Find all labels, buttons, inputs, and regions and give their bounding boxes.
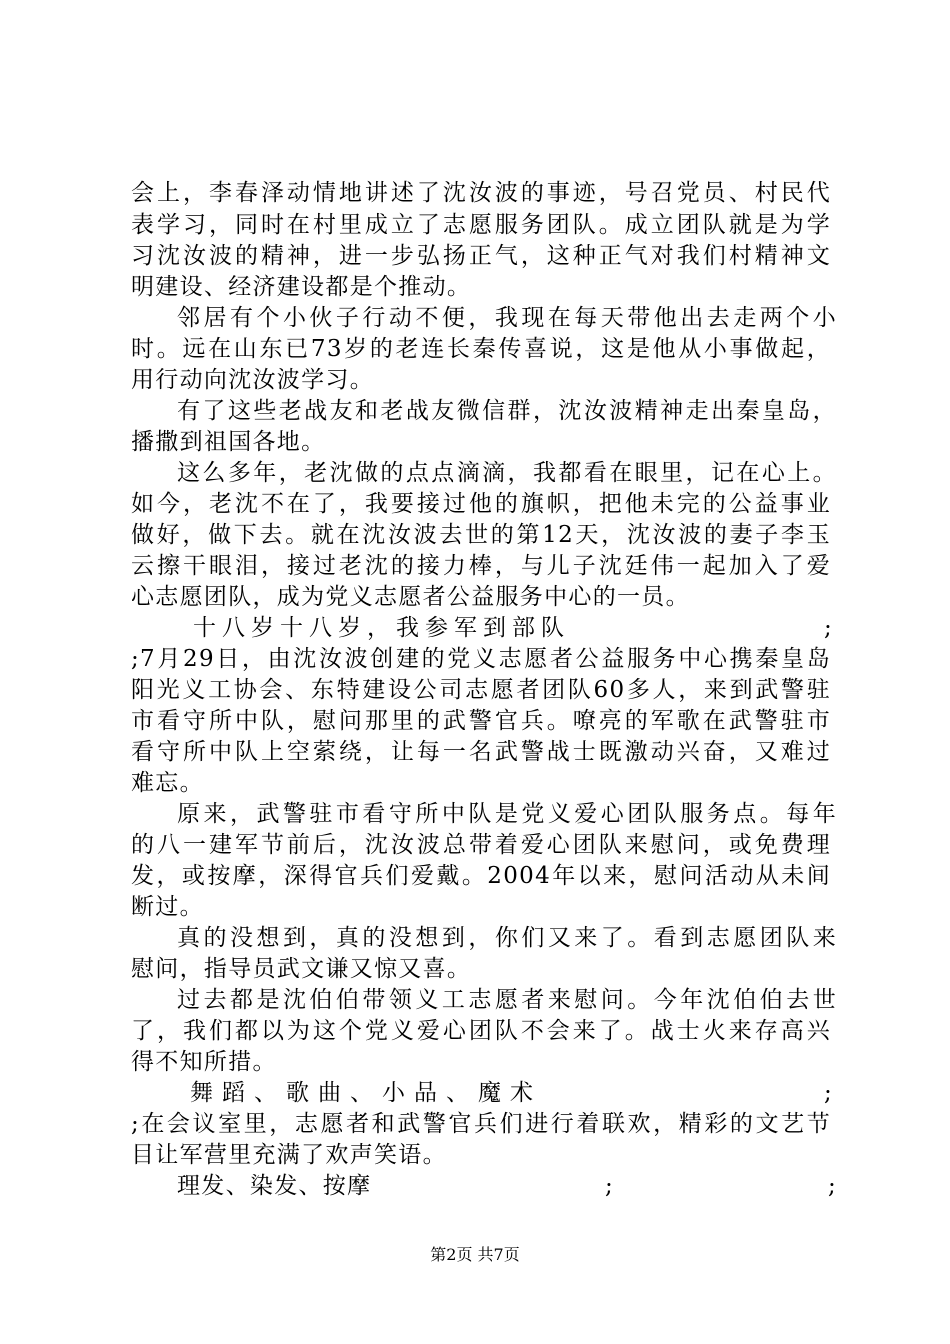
text-line: 这么多年，老沈做的点点滴滴，我都看在眼里，记在心上。 [177, 460, 837, 486]
semicolon: ; [823, 1080, 833, 1106]
page-number: 第2页 共7页 [430, 1245, 520, 1264]
text-line: 用行动向沈汝波学习。 [131, 367, 374, 393]
text-line: 会上，李春泽动情地讲述了沈汝波的事迹，号召党员、村民代 [131, 180, 831, 206]
text-line: 原来，武警驻市看守所中队是党义爱心团队服务点。每年 [177, 801, 837, 827]
lyric-line [193, 613, 833, 643]
text-line: 时。远在山东已73岁的老连长秦传喜说，这是他从小事做起， [131, 336, 831, 362]
lyric-text: 十八岁十八岁，我参军到部队 [193, 615, 570, 641]
text-line: ;7月29日，由沈汝波创建的党义志愿者公益服务中心携秦皇岛 [131, 646, 831, 672]
service-line [177, 1171, 837, 1201]
semicolon: ; [827, 1173, 837, 1199]
program-line [190, 1078, 833, 1108]
service-text: 理发、染发、按摩 [177, 1173, 372, 1199]
text-line: 有了这些老战友和老战友微信群，沈汝波精神走出秦皇岛， [177, 398, 837, 424]
text-line: 过去都是沈伯伯带领义工志愿者来慰问。今年沈伯伯去世 [177, 987, 837, 1013]
text-line: 邻居有个小伙子行动不便，我现在每天带他出去走两个小 [177, 305, 837, 331]
text-line: 目让军营里充满了欢声笑语。 [131, 1142, 447, 1168]
text-line: 云擦干眼泪，接过老沈的接力棒，与儿子沈廷伟一起加入了爱 [131, 553, 831, 579]
text-line: 断过。 [131, 894, 204, 920]
page-footer [0, 1245, 950, 1265]
program-text: 舞蹈、歌曲、小品、魔术 [190, 1080, 542, 1106]
text-line: 如今，老沈不在了，我要接过他的旗帜，把他未完的公益事业 [131, 491, 831, 517]
text-line: 心志愿团队，成为党义志愿者公益服务中心的一员。 [131, 584, 690, 610]
text-line: 明建设、经济建设都是个推动。 [131, 274, 472, 300]
text-line: 表学习，同时在村里成立了志愿服务团队。成立团队就是为学 [131, 212, 831, 238]
text-line: 的八一建军节前后，沈汝波总带着爱心团队来慰问，或免费理 [131, 832, 831, 858]
text-line: 习沈汝波的精神，进一步弘扬正气，这种正气对我们村精神文 [131, 243, 831, 269]
text-line: 真的没想到，真的没想到，你们又来了。看到志愿团队来 [177, 925, 837, 951]
semicolon: ; [823, 615, 833, 641]
text-line: 做好，做下去。就在沈汝波去世的第12天，沈汝波的妻子李玉 [131, 522, 831, 548]
text-line: 难忘。 [131, 770, 204, 796]
text-line: 阳光义工协会、东特建设公司志愿者团队60多人，来到武警驻 [131, 677, 831, 703]
text-line: 得不知所措。 [131, 1049, 277, 1075]
text-line: 了，我们都以为这个党义爱心团队不会来了。战士火来存高兴 [131, 1018, 831, 1044]
text-line: 播撒到祖国各地。 [131, 429, 326, 455]
text-line: ;在会议室里，志愿者和武警官兵们进行着联欢，精彩的文艺节 [131, 1111, 831, 1137]
text-line: 市看守所中队，慰问那里的武警官兵。嘹亮的军歌在武警驻市 [131, 708, 831, 734]
text-line: 看守所中队上空萦绕，让每一名武警战士既激动兴奋，又难过 [131, 739, 831, 765]
text-line: 慰问，指导员武文谦又惊又喜。 [131, 956, 472, 982]
text-line: 发，或按摩，深得官兵们爱戴。2004年以来，慰问活动从未间 [131, 863, 831, 889]
semicolon: ; [605, 1173, 615, 1199]
